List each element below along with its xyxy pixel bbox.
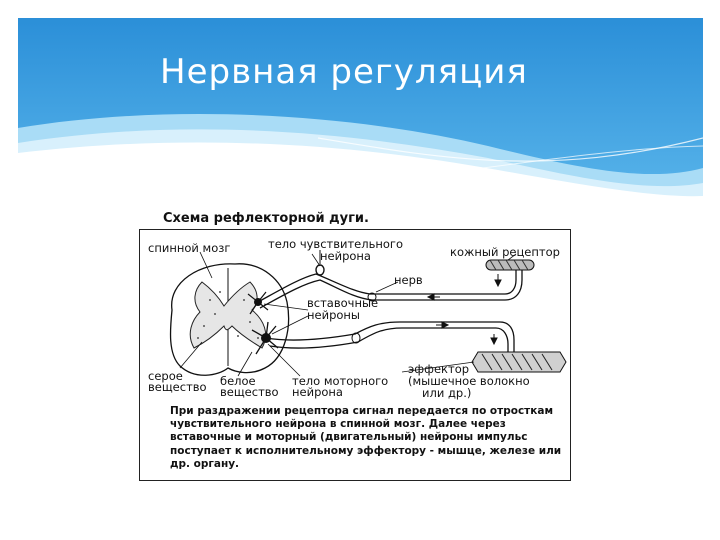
label-effector-line1: эффектор bbox=[408, 362, 470, 376]
label-white-matter-line1: белое bbox=[220, 374, 256, 388]
slide-title: Нервная регуляция bbox=[160, 52, 528, 92]
signal-arrows bbox=[428, 274, 501, 344]
label-nerve: нерв bbox=[394, 273, 423, 287]
effector-muscle bbox=[472, 352, 566, 372]
label-skin-receptor: кожный рецептор bbox=[450, 245, 560, 259]
label-sensory-body-line2: нейрона bbox=[320, 249, 371, 263]
label-gray-matter-line2: вещество bbox=[148, 380, 207, 394]
label-motor-body-line1: тело моторного bbox=[292, 374, 389, 388]
label-effector-line2: (мышечное волокно bbox=[408, 374, 530, 388]
label-interneurons-line2: нейроны bbox=[307, 308, 361, 322]
figure-caption: Схема рефлекторной дуги. bbox=[163, 211, 369, 226]
label-effector-line3: или др.) bbox=[422, 386, 472, 400]
label-spinal-cord: спинной мозг bbox=[148, 241, 231, 255]
motor-nerve-path bbox=[266, 322, 514, 356]
skin-receptor bbox=[486, 260, 534, 270]
figure-description: При раздражении рецептора сигнал передается по отросткам чувствительного нейрона в спинной мозг. Далее через вставочные и моторный (двигательный) нейроны импульс поступает к исполнительному эффектору - мышце, железе или др. органу. bbox=[170, 405, 562, 470]
label-white-matter-line2: вещество bbox=[220, 385, 279, 399]
sensory-nerve-path bbox=[258, 270, 522, 308]
header-wave-graphic bbox=[18, 18, 703, 198]
label-gray-matter-line1: серое bbox=[148, 369, 183, 383]
label-motor-body-line2: нейрона bbox=[292, 385, 343, 399]
header-band bbox=[18, 18, 703, 198]
label-interneurons-line1: вставочные bbox=[307, 296, 379, 310]
label-sensory-body-line1: тело чувствительного bbox=[268, 237, 404, 251]
